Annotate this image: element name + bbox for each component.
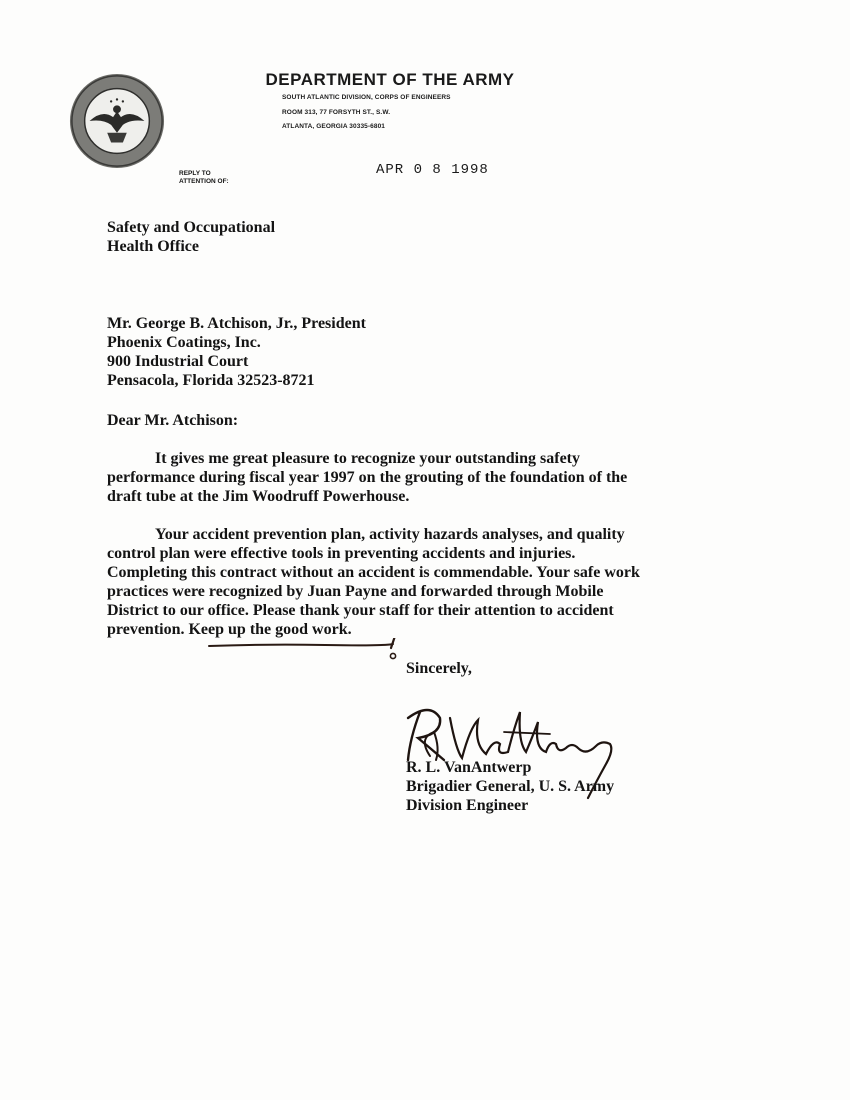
sender-office: Safety and Occupational Health Office bbox=[107, 219, 276, 255]
department-title: DEPARTMENT OF THE ARMY bbox=[265, 70, 515, 89]
signatory-role: Division Engineer bbox=[406, 797, 529, 814]
inside-address: Mr. George B. Atchison, Jr., President Phoenix Coatings, Inc. 900 Industrial Court Pensacola, Florida 32523-8721 bbox=[107, 315, 366, 389]
signature-block bbox=[406, 758, 614, 815]
room-line: ROOM 313, 77 FORSYTH ST., S.W. bbox=[282, 109, 391, 116]
date-stamp: APR 0 8 1998 bbox=[376, 162, 489, 178]
signatory-title: Brigadier General, U. S. Army bbox=[406, 778, 615, 795]
letterhead bbox=[250, 70, 530, 134]
reply-to-label: REPLY TO ATTENTION OF: bbox=[179, 170, 229, 185]
city-line: ATLANTA, GEORGIA 30335-6801 bbox=[282, 123, 385, 130]
closing: Sincerely, bbox=[406, 660, 472, 677]
handwritten-underline-exclamation-icon bbox=[205, 638, 405, 664]
salutation: Dear Mr. Atchison: bbox=[107, 412, 239, 429]
paragraph-1: It gives me great pleasure to recognize your outstanding safety performance during fiscal year 1997 on the grouting of the foundation of the draft tube at the Jim Woodruff Powerhouse. bbox=[107, 450, 628, 505]
division-line: SOUTH ATLANTIC DIVISION, CORPS OF ENGINEERS bbox=[282, 94, 451, 101]
paragraph-2: Your accident prevention plan, activity hazards analyses, and quality control plan were effective tools in preventing accidents and injuries. Completing this contract without an accident is commendable. Your safe work practices were recognized by Juan Payne and forwarded through Mobile District to our office. Please thank your staff for their attention to accident prevention. Keep up the good work. bbox=[107, 526, 640, 638]
signatory-name: R. L. VanAntwerp bbox=[406, 759, 532, 776]
department-of-defense-seal-icon bbox=[68, 72, 166, 170]
